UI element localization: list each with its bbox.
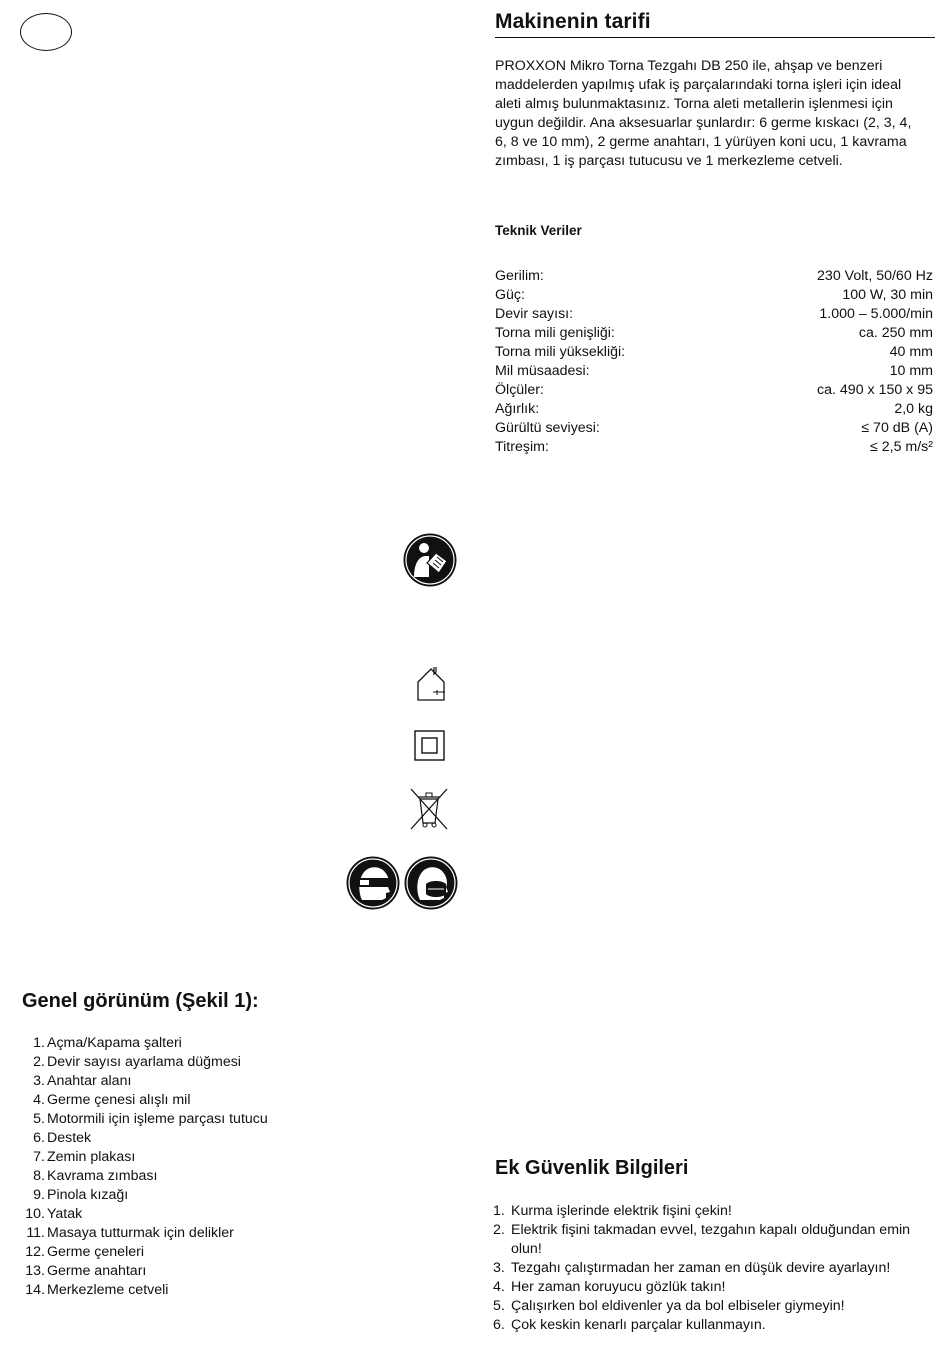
- language-marker-oval: [20, 13, 72, 51]
- list-text: Çalışırken bol eldivenler ya da bol elbiseler giymeyin!: [511, 1298, 845, 1314]
- list-text: Destek: [47, 1130, 92, 1146]
- tech-value: ca. 250 mm: [858, 325, 933, 341]
- tech-label: Mil müsaadesi:: [495, 363, 590, 379]
- list-number: 6.: [493, 1317, 505, 1333]
- tech-label: Torna mili yüksekliği:: [495, 344, 626, 360]
- list-item: [18, 1129, 318, 1148]
- list-item: [18, 1262, 318, 1281]
- tech-value: 100 W, 30 min: [842, 287, 933, 303]
- list-number: 1.: [493, 1203, 505, 1219]
- list-number: 10.: [25, 1206, 45, 1222]
- read-manual-icon: [403, 533, 457, 587]
- list-text: Her zaman koruyucu gözlük takın!: [511, 1279, 726, 1295]
- tech-row: [495, 438, 933, 457]
- double-insulation-icon: [414, 730, 445, 761]
- tech-value: ≤ 2,5 m/s²: [870, 439, 933, 455]
- list-text: Zemin plakası: [47, 1149, 136, 1165]
- list-item: [493, 1297, 933, 1316]
- tech-label: Gerilim:: [495, 268, 544, 284]
- safety-title: Ek Güvenlik Bilgileri: [495, 1157, 689, 1179]
- tech-value: ca. 490 x 150 x 95: [817, 382, 933, 398]
- list-text: Germe çeneleri: [47, 1244, 144, 1260]
- list-item: [493, 1221, 933, 1259]
- technical-data-table: [495, 267, 933, 457]
- tech-label: Torna mili genişliği:: [495, 325, 615, 341]
- list-number: 11.: [26, 1225, 45, 1241]
- tech-label: Gürültü seviyesi:: [495, 420, 600, 436]
- list-number: 2.: [493, 1222, 505, 1238]
- list-item: [18, 1148, 318, 1167]
- list-number: 3.: [493, 1260, 505, 1276]
- list-number: 13.: [25, 1263, 45, 1279]
- tech-value: 1.000 – 5.000/min: [819, 306, 933, 322]
- technical-data-heading: Teknik Veriler: [495, 223, 582, 238]
- weee-disposal-icon: [409, 787, 449, 831]
- tech-label: Ağırlık:: [495, 401, 540, 417]
- tech-row: [495, 286, 933, 305]
- list-text: Açma/Kapama şalteri: [47, 1035, 182, 1051]
- tech-row: [495, 381, 933, 400]
- list-number: 1.: [33, 1035, 45, 1051]
- tech-value: ≤ 70 dB (A): [861, 420, 933, 436]
- list-number: 9.: [33, 1187, 45, 1203]
- tech-label: Güç:: [495, 287, 525, 303]
- list-text: Çok keskin kenarlı parçalar kullanmayın.: [511, 1317, 766, 1333]
- tech-row: [495, 267, 933, 286]
- list-item: [18, 1053, 318, 1072]
- list-number: 14.: [25, 1282, 45, 1298]
- list-text: Germe çenesi alışlı mil: [47, 1092, 191, 1108]
- tech-label: Ölçüler:: [495, 382, 544, 398]
- tech-row: [495, 362, 933, 381]
- tech-value: 230 Volt, 50/60 Hz: [817, 268, 933, 284]
- list-item: [18, 1072, 318, 1091]
- list-text: Masaya tutturmak için delikler: [47, 1225, 234, 1241]
- list-item: [18, 1243, 318, 1262]
- tech-row: [495, 305, 933, 324]
- dust-mask-icon: [404, 856, 458, 910]
- list-text: Kurma işlerinde elektrik fişini çekin!: [511, 1203, 732, 1219]
- tech-value: 10 mm: [889, 363, 933, 379]
- list-text: Kavrama zımbası: [47, 1168, 158, 1184]
- list-number: 8.: [33, 1168, 45, 1184]
- overview-title: Genel görünüm (Şekil 1):: [22, 990, 259, 1012]
- list-text: Elektrik fişini takmadan evvel, tezgahın kapalı olduğundan emin olun!: [511, 1222, 911, 1257]
- list-number: 5.: [493, 1298, 505, 1314]
- list-item: [493, 1278, 933, 1297]
- tech-row: [495, 400, 933, 419]
- eye-protection-icon: [346, 856, 400, 910]
- description-paragraph: PROXXON Mikro Torna Tezgahı DB 250 ile, ahşap ve benzeri maddelerden yapılmış ufak iş parçalarındaki torna işleri için ideal aleti almış bulunmaktasınız. Torna aleti metallerin işlenmesi için uygun değildir. Ana aksesuarlar şunlardır: 6 germe kıskacı (2, 3, 4, 6, 8 ve 10 mm), 2 germe anahtarı, 1 yürüyen koni ucu, 1 kavrama zımbası, 1 iş parçası tutucusu ve 1 merkezleme cetveli.: [495, 58, 912, 169]
- list-item: [18, 1205, 318, 1224]
- list-text: Tezgahı çalıştırmadan her zaman en düşük devire ayarlayın!: [511, 1260, 891, 1276]
- list-item: [493, 1202, 933, 1221]
- list-text: Devir sayısı ayarlama düğmesi: [47, 1054, 241, 1070]
- list-number: 7.: [33, 1149, 45, 1165]
- tech-row: [495, 324, 933, 343]
- list-text: Germe anahtarı: [47, 1263, 147, 1279]
- list-item: [18, 1281, 318, 1300]
- list-text: Merkezleme cetveli: [47, 1282, 169, 1298]
- list-text: Pinola kızağı: [47, 1187, 129, 1203]
- list-number: 3.: [33, 1073, 45, 1089]
- list-item: [18, 1034, 318, 1053]
- list-number: 5.: [33, 1111, 45, 1127]
- list-text: Anahtar alanı: [47, 1073, 132, 1089]
- list-number: 4.: [493, 1279, 505, 1295]
- list-number: 6.: [33, 1130, 45, 1146]
- list-text: Yatak: [47, 1206, 83, 1222]
- list-item: [18, 1110, 318, 1129]
- description-title: Makinenin tarifi: [495, 10, 935, 38]
- overview-list: [18, 1034, 318, 1300]
- list-number: 2.: [33, 1054, 45, 1070]
- list-item: [18, 1167, 318, 1186]
- tech-value: 2,0 kg: [894, 401, 933, 417]
- list-item: [18, 1091, 318, 1110]
- list-number: 12.: [25, 1244, 45, 1260]
- list-number: 4.: [33, 1092, 45, 1108]
- list-item: [18, 1224, 318, 1243]
- tech-label: Devir sayısı:: [495, 306, 574, 322]
- safety-list: [493, 1202, 933, 1335]
- tech-value: 40 mm: [889, 344, 933, 360]
- tech-row: [495, 419, 933, 438]
- list-item: [493, 1259, 933, 1278]
- indoor-use-icon: [416, 666, 448, 702]
- tech-row: [495, 343, 933, 362]
- list-item: [493, 1316, 933, 1335]
- tech-label: Titreşim:: [495, 439, 549, 455]
- list-text: Motormili için işleme parçası tutucu: [47, 1111, 268, 1127]
- list-item: [18, 1186, 318, 1205]
